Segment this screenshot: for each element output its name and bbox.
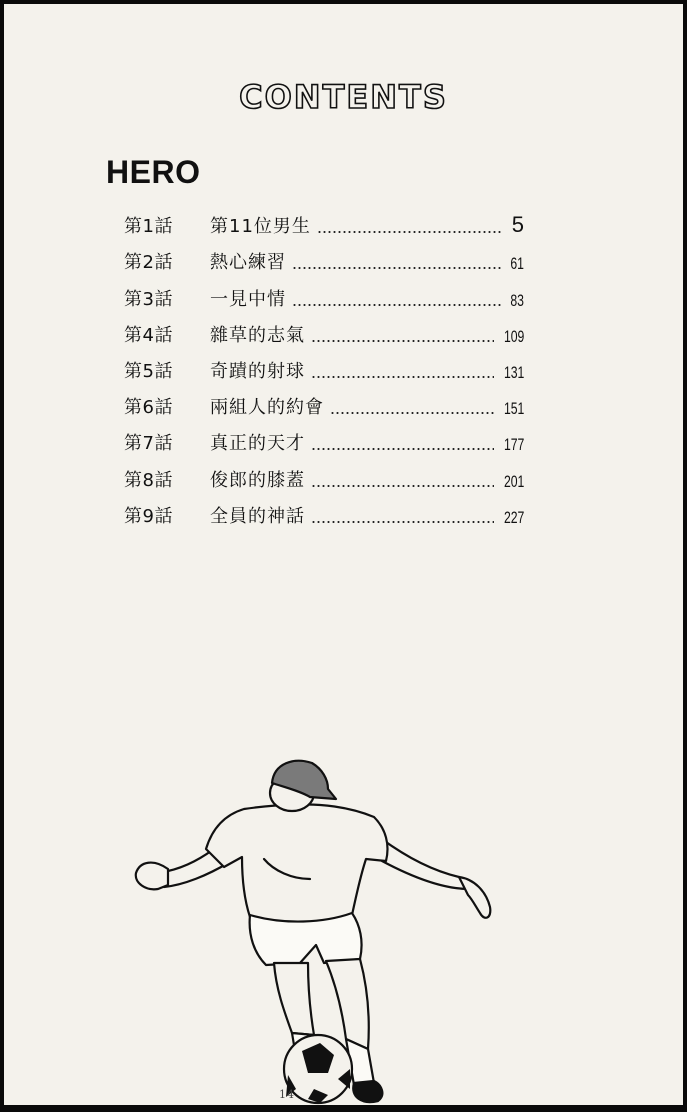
chapter-title: 一見中情 (210, 288, 286, 310)
chapter-number: 第1話 (124, 216, 173, 238)
chapter-number: 第3話 (124, 288, 173, 310)
toc-entry (124, 311, 524, 347)
dot-leader (292, 267, 502, 269)
toc-entry (124, 419, 524, 455)
chapter-number: 第8話 (124, 469, 173, 491)
chapter-number: 第9話 (124, 505, 173, 527)
player-hand (136, 863, 168, 890)
series-title: HERO (106, 154, 201, 190)
toc-entry (124, 202, 524, 238)
chapter-title: 熱心練習 (210, 252, 286, 274)
toc-entry (124, 347, 524, 383)
chapter-title: 奇蹟的射球 (210, 360, 305, 382)
player-leg (274, 963, 314, 1035)
dot-leader (330, 412, 494, 414)
table-of-contents (124, 202, 524, 528)
toc-entry (124, 383, 524, 419)
page-number: 151 (503, 399, 524, 419)
page-folio: 14 (279, 1088, 295, 1101)
chapter-title: 真正的天才 (210, 433, 305, 455)
page-number: 5 (511, 212, 524, 238)
dot-leader (311, 376, 494, 378)
dot-leader (317, 231, 502, 233)
chapter-title: 第11位男生 (210, 216, 311, 238)
chapter-title: 兩組人的約會 (210, 397, 324, 419)
toc-entry (124, 238, 524, 274)
player-shoe (353, 1081, 382, 1102)
chapter-title: 雜草的志氣 (210, 324, 305, 346)
soccer-player-illustration (124, 749, 504, 1105)
chapter-number: 第6話 (124, 397, 173, 419)
toc-entry (124, 274, 524, 310)
toc-entry (124, 455, 524, 491)
chapter-number: 第4話 (124, 324, 173, 346)
dot-leader (311, 340, 494, 342)
dot-leader (311, 448, 494, 450)
book-page (4, 4, 683, 1105)
player-shirt (206, 805, 388, 923)
page-number: 109 (503, 326, 524, 346)
page-number: 131 (503, 362, 524, 382)
chapter-number: 第5話 (124, 360, 173, 382)
toc-entry (124, 492, 524, 528)
page-number: 201 (503, 471, 524, 491)
dot-leader (311, 521, 494, 523)
contents-heading: CONTENTS (239, 78, 448, 116)
dot-leader (311, 485, 494, 487)
chapter-title: 俊郎的膝蓋 (210, 469, 305, 491)
player-shorts (250, 913, 362, 965)
player-arm (379, 837, 469, 889)
page-number: 227 (503, 507, 524, 527)
player-leg (326, 959, 369, 1049)
chapter-title: 全員的神話 (210, 505, 305, 527)
page-number: 83 (510, 290, 524, 310)
page-number: 177 (503, 435, 524, 455)
dot-leader (292, 304, 502, 306)
chapter-number: 第2話 (124, 252, 173, 274)
page-number: 61 (510, 254, 524, 274)
player-hand (459, 877, 490, 918)
chapter-number: 第7話 (124, 433, 173, 455)
